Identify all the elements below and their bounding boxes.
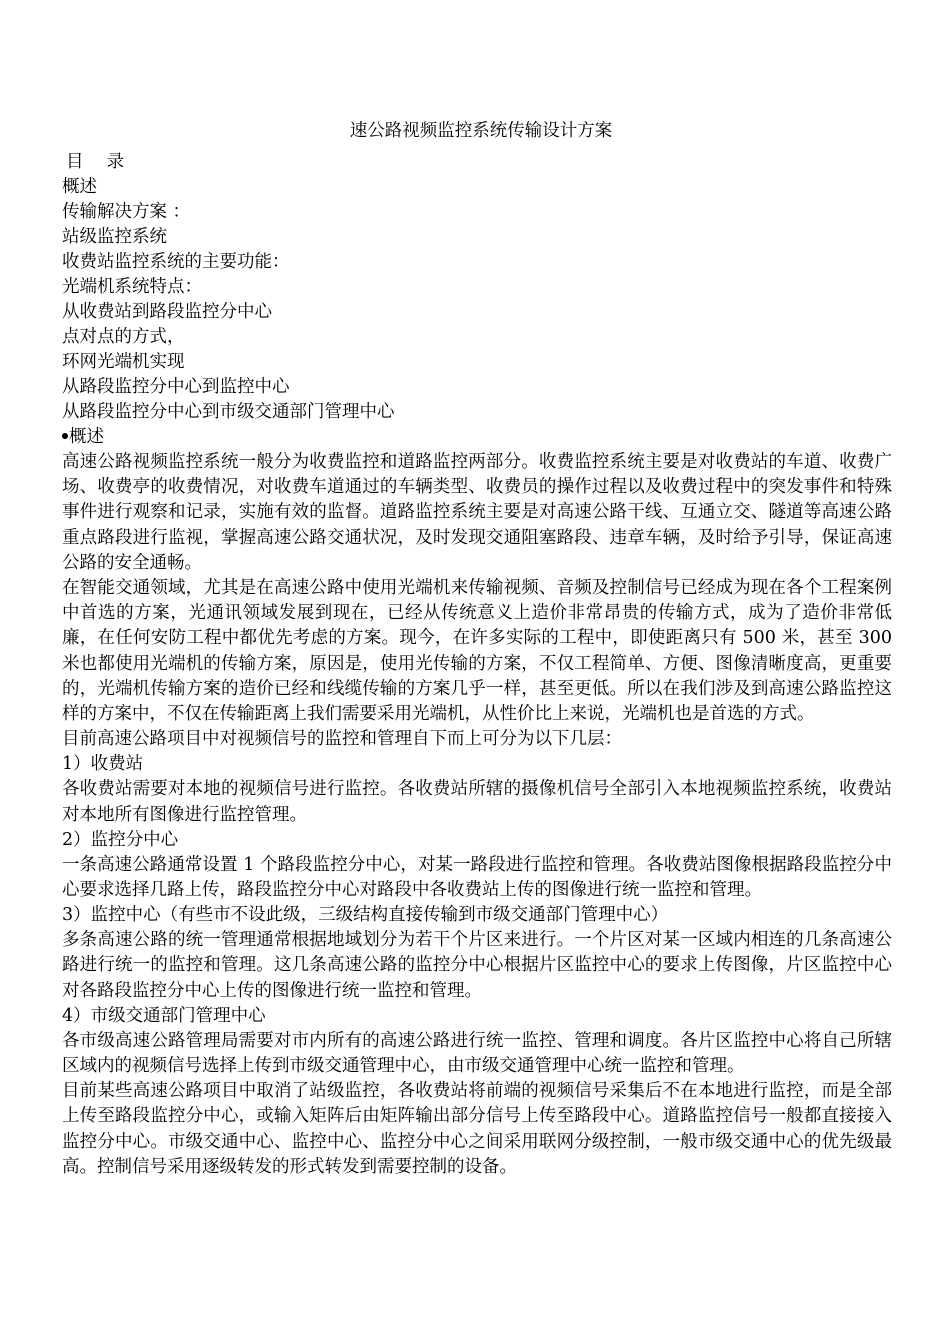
paragraph: 各收费站需要对本地的视频信号进行监控。各收费站所辖的摄像机信号全部引入本地视频监控系统，收费站对本地所有图像进行监控管理。 — [62, 779, 892, 825]
table-of-contents — [62, 175, 892, 425]
paragraph: 各市级高速公路管理局需要对市内所有的高速公路进行统一监控、管理和调度。各片区监控中心将自己所辖区域内的视频信号选择上传到市级交通管理中心，由市级交通管理中心统一监控和管理。 — [62, 1030, 892, 1077]
toc-item-station-monitoring[interactable]: 站级监控系统 — [62, 227, 167, 247]
document-page — [62, 116, 892, 1180]
subheading-toll-station: 1）收费站 — [62, 754, 144, 775]
paragraph: 一条高速公路通常设置 1 个路段监控分中心，对某一路段进行监控和管理。各收费站图像根据路段监控分中心要求选择几路上传，路段监控分中心对路段中各收费站上传的图像进行统一监控和管理。 — [62, 854, 892, 901]
bullet-icon — [62, 433, 68, 439]
toc-heading: 目 录 — [66, 152, 125, 172]
toc-item-main-functions[interactable]: 收费站监控系统的主要功能： — [62, 252, 290, 272]
paragraph: 高速公路视频监控系统一般分为收费监控和道路监控两部分。收费监控系统主要是对收费站的车道、收费广场、收费亭的收费情况，对收费车道通过的车辆类型、收费员的操作过程以及收费过程中的突发事件和特殊事件进行观察和记录，实施有效的监督。道路监控系统主要是对高速公路干线、互通立交、隧道等高速公路重点路段进行监视，掌握高速公路交通状况，及时发现交通阻塞路段、违章车辆，及时给予引导，保证高速公路的安全通畅。 — [62, 452, 892, 573]
toc-item-optical-features[interactable]: 光端机系统特点： — [62, 277, 202, 297]
subheading-subcenter: 2）监控分中心 — [62, 829, 179, 850]
toc-item-subcenter-to-center[interactable]: 从路段监控分中心到监控中心 — [62, 377, 290, 397]
section-heading-overview — [62, 425, 892, 450]
paragraph: 目前某些高速公路项目中取消了站级监控，各收费站将前端的视频信号采集后不在本地进行监控，而是全部上传至路段监控分中心，或输入矩阵后由矩阵输出部分信号上传至路段中心。道路监控信号一般都直接接入监控分中心。市级交通中心、监控中心、监控分中心之间采用联网分级控制，一般市级交通中心的优先级最高。控制信号采用逐级转发的形式转发到需要控制的设备。 — [62, 1081, 892, 1177]
toc-item-transmission-solution[interactable]: 传输解决方案 ： — [62, 202, 191, 222]
subheading-city-center: 4）市级交通部门管理中心 — [62, 1005, 266, 1026]
subheading-monitoring-center: 3）监控中心（有些市不设此级，三级结构直接传输到市级交通部门管理中心） — [62, 905, 669, 926]
toc-item-subcenter-to-city[interactable]: 从路段监控分中心到市级交通部门管理中心 — [62, 402, 395, 422]
paragraph: 多条高速公路的统一管理通常根据地域划分为若干个片区来进行。一个片区对某一区域内相连的几条高速公路进行统一的监控和管理。这几条高速公路的监控分中心根据片区监控中心的要求上传图像，片区监控中心对各路段监控分中心上传的图像进行统一监控和管理。 — [62, 930, 892, 1001]
toc-item-point-to-point[interactable]: 点对点的方式， — [62, 327, 185, 347]
paragraph: 在智能交通领域，尤其是在高速公路中使用光端机来传输视频、音频及控制信号已经成为现在各个工程案例中首选的方案，光通讯领域发展到现在，已经从传统意义上造价非常昂贵的传输方式，成为了造价非常低廉，在任何安防工程中都优先考虑的方案。现今，在许多实际的工程中，即使距离只有 500 米，甚至 300 米也都使用光端机的传输方案，原因是，使用光传输的方案，不仅工程简单、方便、图像清晰度高，更重要的，光端机传输方案的造价已经和线缆传输的方案几乎一样，甚至更低。所以在我们涉及到高速公路监控这样的方案中，不仅在传输距离上我们需要采用光端机，从性价比上来说，光端机也是首选的方式。 — [62, 578, 892, 725]
paragraph: 目前高速公路项目中对视频信号的监控和管理自下而上可分为以下几层： — [62, 729, 622, 750]
toc-item-overview[interactable]: 概述 — [62, 177, 97, 197]
toc-item-ring-network[interactable]: 环网光端机实现 — [62, 352, 185, 372]
section-heading-text: 概述 — [69, 427, 104, 447]
document-title: 速公路视频监控系统传输设计方案 — [349, 121, 613, 141]
toc-item-station-to-subcenter[interactable]: 从收费站到路段监控分中心 — [62, 302, 272, 322]
